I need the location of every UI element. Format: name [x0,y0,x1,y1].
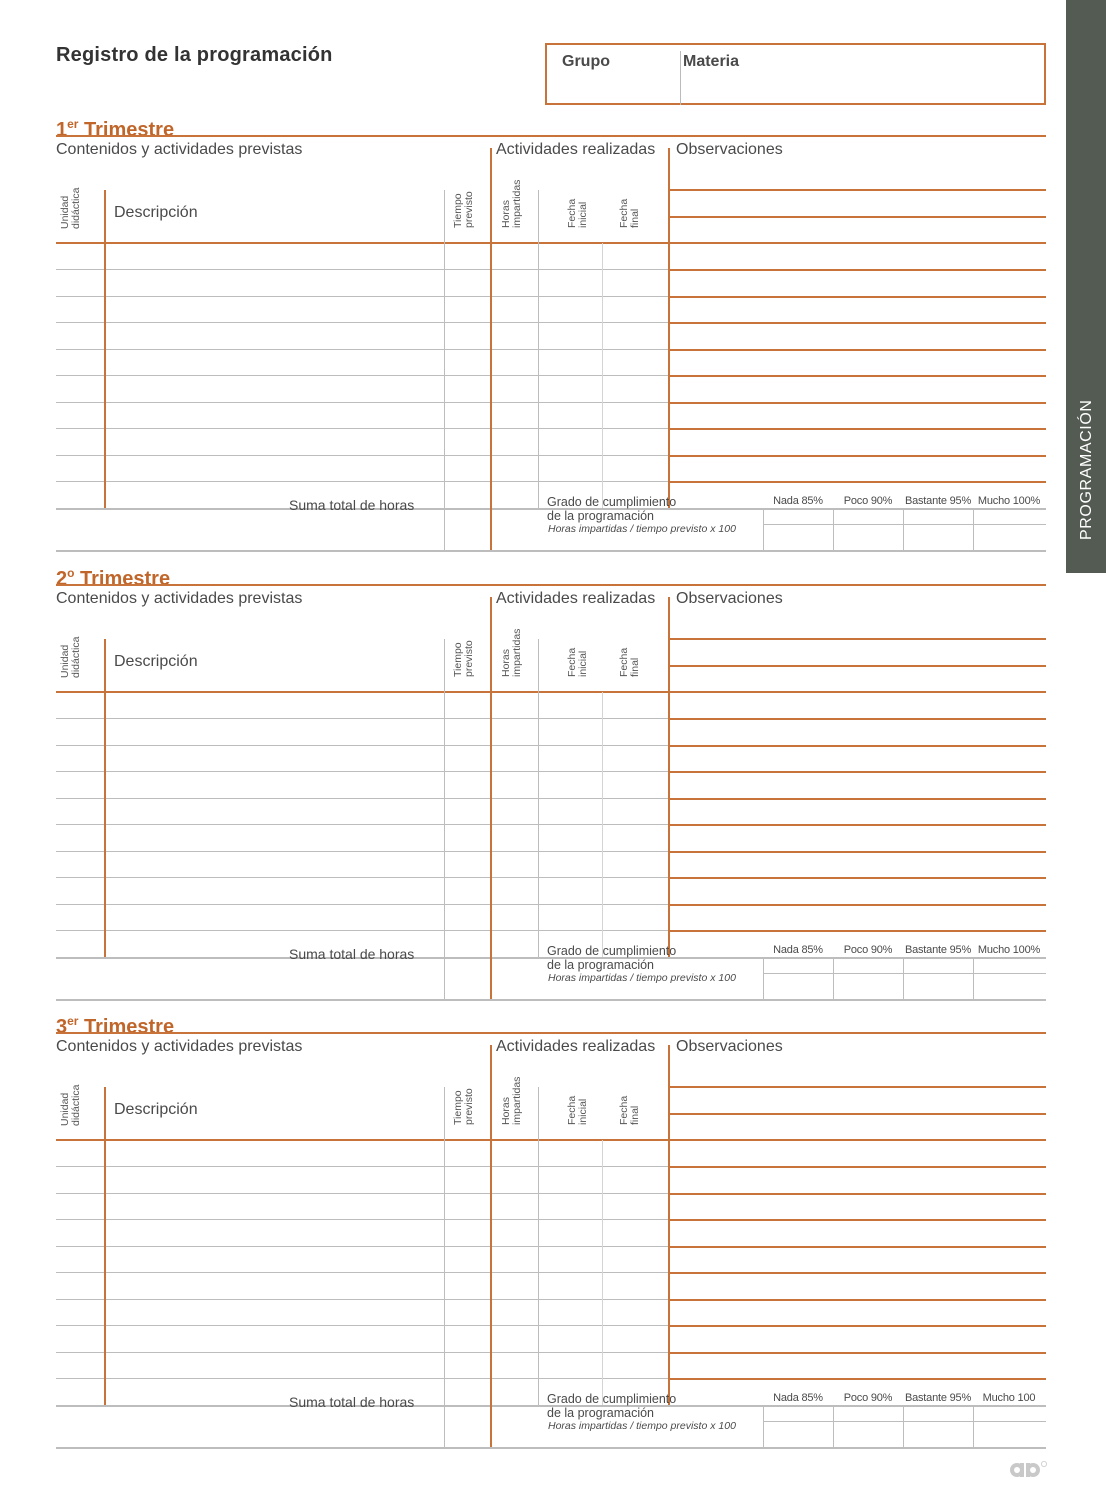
header-bottom-rule [56,242,1046,244]
observaciones-row-line [669,1325,1046,1327]
trimestre-title [56,1014,174,1039]
header-top-rule [56,1032,1046,1034]
table-row-line [56,1166,669,1167]
trimestre-title [56,566,170,591]
pct-rule [973,508,974,550]
fecha-final-header: Fecha final [618,1095,641,1125]
fecha-column-rule [602,692,603,957]
horas-column-rule [538,639,539,957]
tiempo-previsto-header: Tiempo previsto [452,191,475,228]
grado-cumplimiento-label: Grado de cumplimiento [547,1392,677,1406]
observaciones-row-line [669,322,1046,324]
observaciones-row-line [669,851,1046,853]
observaciones-line [669,189,1046,191]
observaciones-row-line [669,1272,1046,1274]
table-row-line [56,375,669,376]
fecha-inicial-header: Fecha inicial [566,647,589,677]
trimestre-section-1 [56,117,1046,557]
pct-rule [763,1405,764,1447]
grado-cumplimiento-label: Grado de cumplimiento [547,495,677,509]
horas-impartidas-header: Horas impartidas [500,179,523,228]
observaciones-row-line [669,1166,1046,1168]
observaciones-row-line [669,481,1046,483]
actividades-column-rule [490,148,492,550]
observaciones-header: Observaciones [676,141,783,158]
observaciones-row-line [669,1193,1046,1195]
tiempo-previsto-header: Tiempo previsto [452,640,475,677]
observaciones-row-line [669,1378,1046,1380]
unidad-column-rule [104,1087,106,1405]
trimestre-section-3 [56,1014,1046,1454]
observaciones-header: Observaciones [676,590,783,607]
pct-rule [903,957,904,999]
pct-bastante: Bastante 95% [904,944,972,956]
fecha-inicial-header: Fecha inicial [566,198,589,228]
pct-rule [973,1405,974,1447]
table-row-line [56,745,669,746]
actividades-header: Actividades realizadas [496,141,656,158]
grupo-materia-divider [680,51,681,105]
trimestre-number: 3 [56,1016,68,1038]
table-row-line [56,904,669,905]
observaciones-row-line [669,824,1046,826]
trimestre-ordinal: er [67,1014,79,1028]
tiempo-column-rule [444,639,445,999]
table-row-line [56,296,669,297]
tiempo-previsto-header: Tiempo previsto [452,1088,475,1125]
table-row-line [56,930,669,931]
pct-mucho: Mucho 100 [982,1392,1036,1404]
grado-formula: Horas impartidas / tiempo previsto x 100 [548,523,736,535]
grupo-label: Grupo [562,53,610,70]
header-top-rule [56,584,1046,586]
actividades-header: Actividades realizadas [496,1038,656,1055]
pct-nada: Nada 85% [773,1392,823,1404]
table-row-line [56,824,669,825]
descripcion-header: Descripción [114,653,198,670]
contenidos-header: Contenidos y actividades previstas [56,1038,303,1055]
pct-poco: Poco 90% [843,495,893,507]
observaciones-row-line [669,1219,1046,1221]
grado-cumplimiento-label: Grado de cumplimiento [547,944,677,958]
observaciones-row-line [669,402,1046,404]
observaciones-line [669,638,1046,640]
observaciones-row-line [669,375,1046,377]
table-row-line [56,322,669,323]
tiempo-column-rule [444,1087,445,1447]
table-row-line [56,1219,669,1220]
observaciones-row-line [669,771,1046,773]
fecha-final-header: Fecha final [618,647,641,677]
fecha-column-rule [602,243,603,508]
observaciones-row-line [669,296,1046,298]
trimestre-label: Trimestre [84,1016,175,1038]
grado-cumplimiento-label-2: de la programación [547,509,655,523]
observaciones-column-rule [668,148,670,508]
pct-mucho: Mucho 100% [977,495,1041,507]
trimestre-label: Trimestre [84,119,175,141]
table-row-line [56,455,669,456]
materia-field[interactable] [683,75,1038,99]
materia-label: Materia [683,53,740,70]
pct-rule [973,957,974,999]
trimestre-section-2 [56,566,1046,1006]
pct-bastante: Bastante 95% [904,495,972,507]
trimestre-ordinal: o [67,566,75,580]
observaciones-column-rule [668,597,670,957]
table-row-line [56,851,669,852]
table-row-line [56,349,669,350]
trimestre-number: 2 [56,568,68,590]
pct-poco: Poco 90% [843,944,893,956]
page-title: Registro de la programación [56,44,333,66]
descripcion-header: Descripción [114,1101,198,1118]
pct-rule [763,508,764,550]
unidad-didactica-header: Unidad didáctica [59,187,82,229]
table-row-line [56,877,669,878]
tiempo-column-rule [444,190,445,550]
publisher-logo-icon [1009,1459,1049,1481]
observaciones-row-line [669,930,1046,932]
unidad-column-rule [104,190,106,508]
pct-nada: Nada 85% [773,944,823,956]
pct-row-divider [763,524,1046,525]
contenidos-header: Contenidos y actividades previstas [56,141,303,158]
horas-impartidas-header: Horas impartidas [500,1076,523,1125]
grupo-materia-box [545,43,1046,105]
table-row-line [56,1325,669,1326]
observaciones-row-line [669,455,1046,457]
table-row-line [56,428,669,429]
pct-bastante: Bastante 95% [904,1392,972,1404]
table-row-line [56,1378,669,1379]
horas-column-rule [538,190,539,508]
grado-formula: Horas impartidas / tiempo previsto x 100 [548,972,736,984]
observaciones-row-line [669,718,1046,720]
pct-row-divider [763,1421,1046,1422]
total-row-bottom-rule [56,1447,1046,1449]
table-row-line [56,402,669,403]
pct-poco: Poco 90% [843,1392,893,1404]
observaciones-row-line [669,1246,1046,1248]
fecha-column-rule [602,1140,603,1405]
observaciones-row-line [669,269,1046,271]
table-row-line [56,718,669,719]
horas-impartidas-header: Horas impartidas [500,628,523,677]
observaciones-header: Observaciones [676,1038,783,1055]
table-row-line [56,771,669,772]
pct-nada: Nada 85% [773,495,823,507]
pct-rule [833,957,834,999]
grado-formula: Horas impartidas / tiempo previsto x 100 [548,1420,736,1432]
observaciones-row-line [669,349,1046,351]
pct-rule [903,1405,904,1447]
fecha-inicial-header: Fecha inicial [566,1095,589,1125]
header-bottom-rule [56,1139,1046,1141]
observaciones-row-line [669,904,1046,906]
grado-cumplimiento-label-2: de la programación [547,958,655,972]
table-row-line [56,1352,669,1353]
observaciones-line [669,1113,1046,1115]
unidad-column-rule [104,639,106,957]
table-row-line [56,1193,669,1194]
unidad-didactica-header: Unidad didáctica [59,636,82,678]
actividades-column-rule [490,597,492,999]
pct-rule [833,508,834,550]
suma-total-label: Suma total de horas [289,946,415,962]
suma-total-label: Suma total de horas [289,1394,415,1410]
table-row-line [56,269,669,270]
observaciones-row-line [669,798,1046,800]
suma-total-label: Suma total de horas [289,497,415,513]
table-row-line [56,1246,669,1247]
side-tab-label: PROGRAMACIÓN [1078,399,1095,540]
contenidos-header: Contenidos y actividades previstas [56,590,303,607]
observaciones-row-line [669,877,1046,879]
fecha-final-header: Fecha final [618,198,641,228]
trimestre-ordinal: er [67,117,79,131]
descripcion-header: Descripción [114,204,198,221]
grado-cumplimiento-label-2: de la programación [547,1406,655,1420]
trimestre-label: Trimestre [80,568,171,590]
table-row-line [56,798,669,799]
actividades-header: Actividades realizadas [496,590,656,607]
table-row-line [56,481,669,482]
total-row-bottom-rule [56,999,1046,1001]
observaciones-row-line [669,428,1046,430]
observaciones-line [669,216,1046,218]
total-row-bottom-rule [56,550,1046,552]
pct-rule [903,508,904,550]
table-row-line [56,1299,669,1300]
pct-mucho: Mucho 100% [977,944,1041,956]
horas-column-rule [538,1087,539,1405]
observaciones-row-line [669,1299,1046,1301]
observaciones-line [669,665,1046,667]
pct-rule [763,957,764,999]
unidad-didactica-header: Unidad didáctica [59,1084,82,1126]
pct-row-divider [763,973,1046,974]
observaciones-row-line [669,745,1046,747]
observaciones-row-line [669,1352,1046,1354]
grupo-field[interactable] [562,75,672,99]
actividades-column-rule [490,1045,492,1447]
header-top-rule [56,135,1046,137]
observaciones-column-rule [668,1045,670,1405]
pct-rule [833,1405,834,1447]
trimestre-number: 1 [56,119,68,141]
observaciones-line [669,1086,1046,1088]
header-bottom-rule [56,691,1046,693]
trimestre-title [56,117,174,142]
table-row-line [56,1272,669,1273]
